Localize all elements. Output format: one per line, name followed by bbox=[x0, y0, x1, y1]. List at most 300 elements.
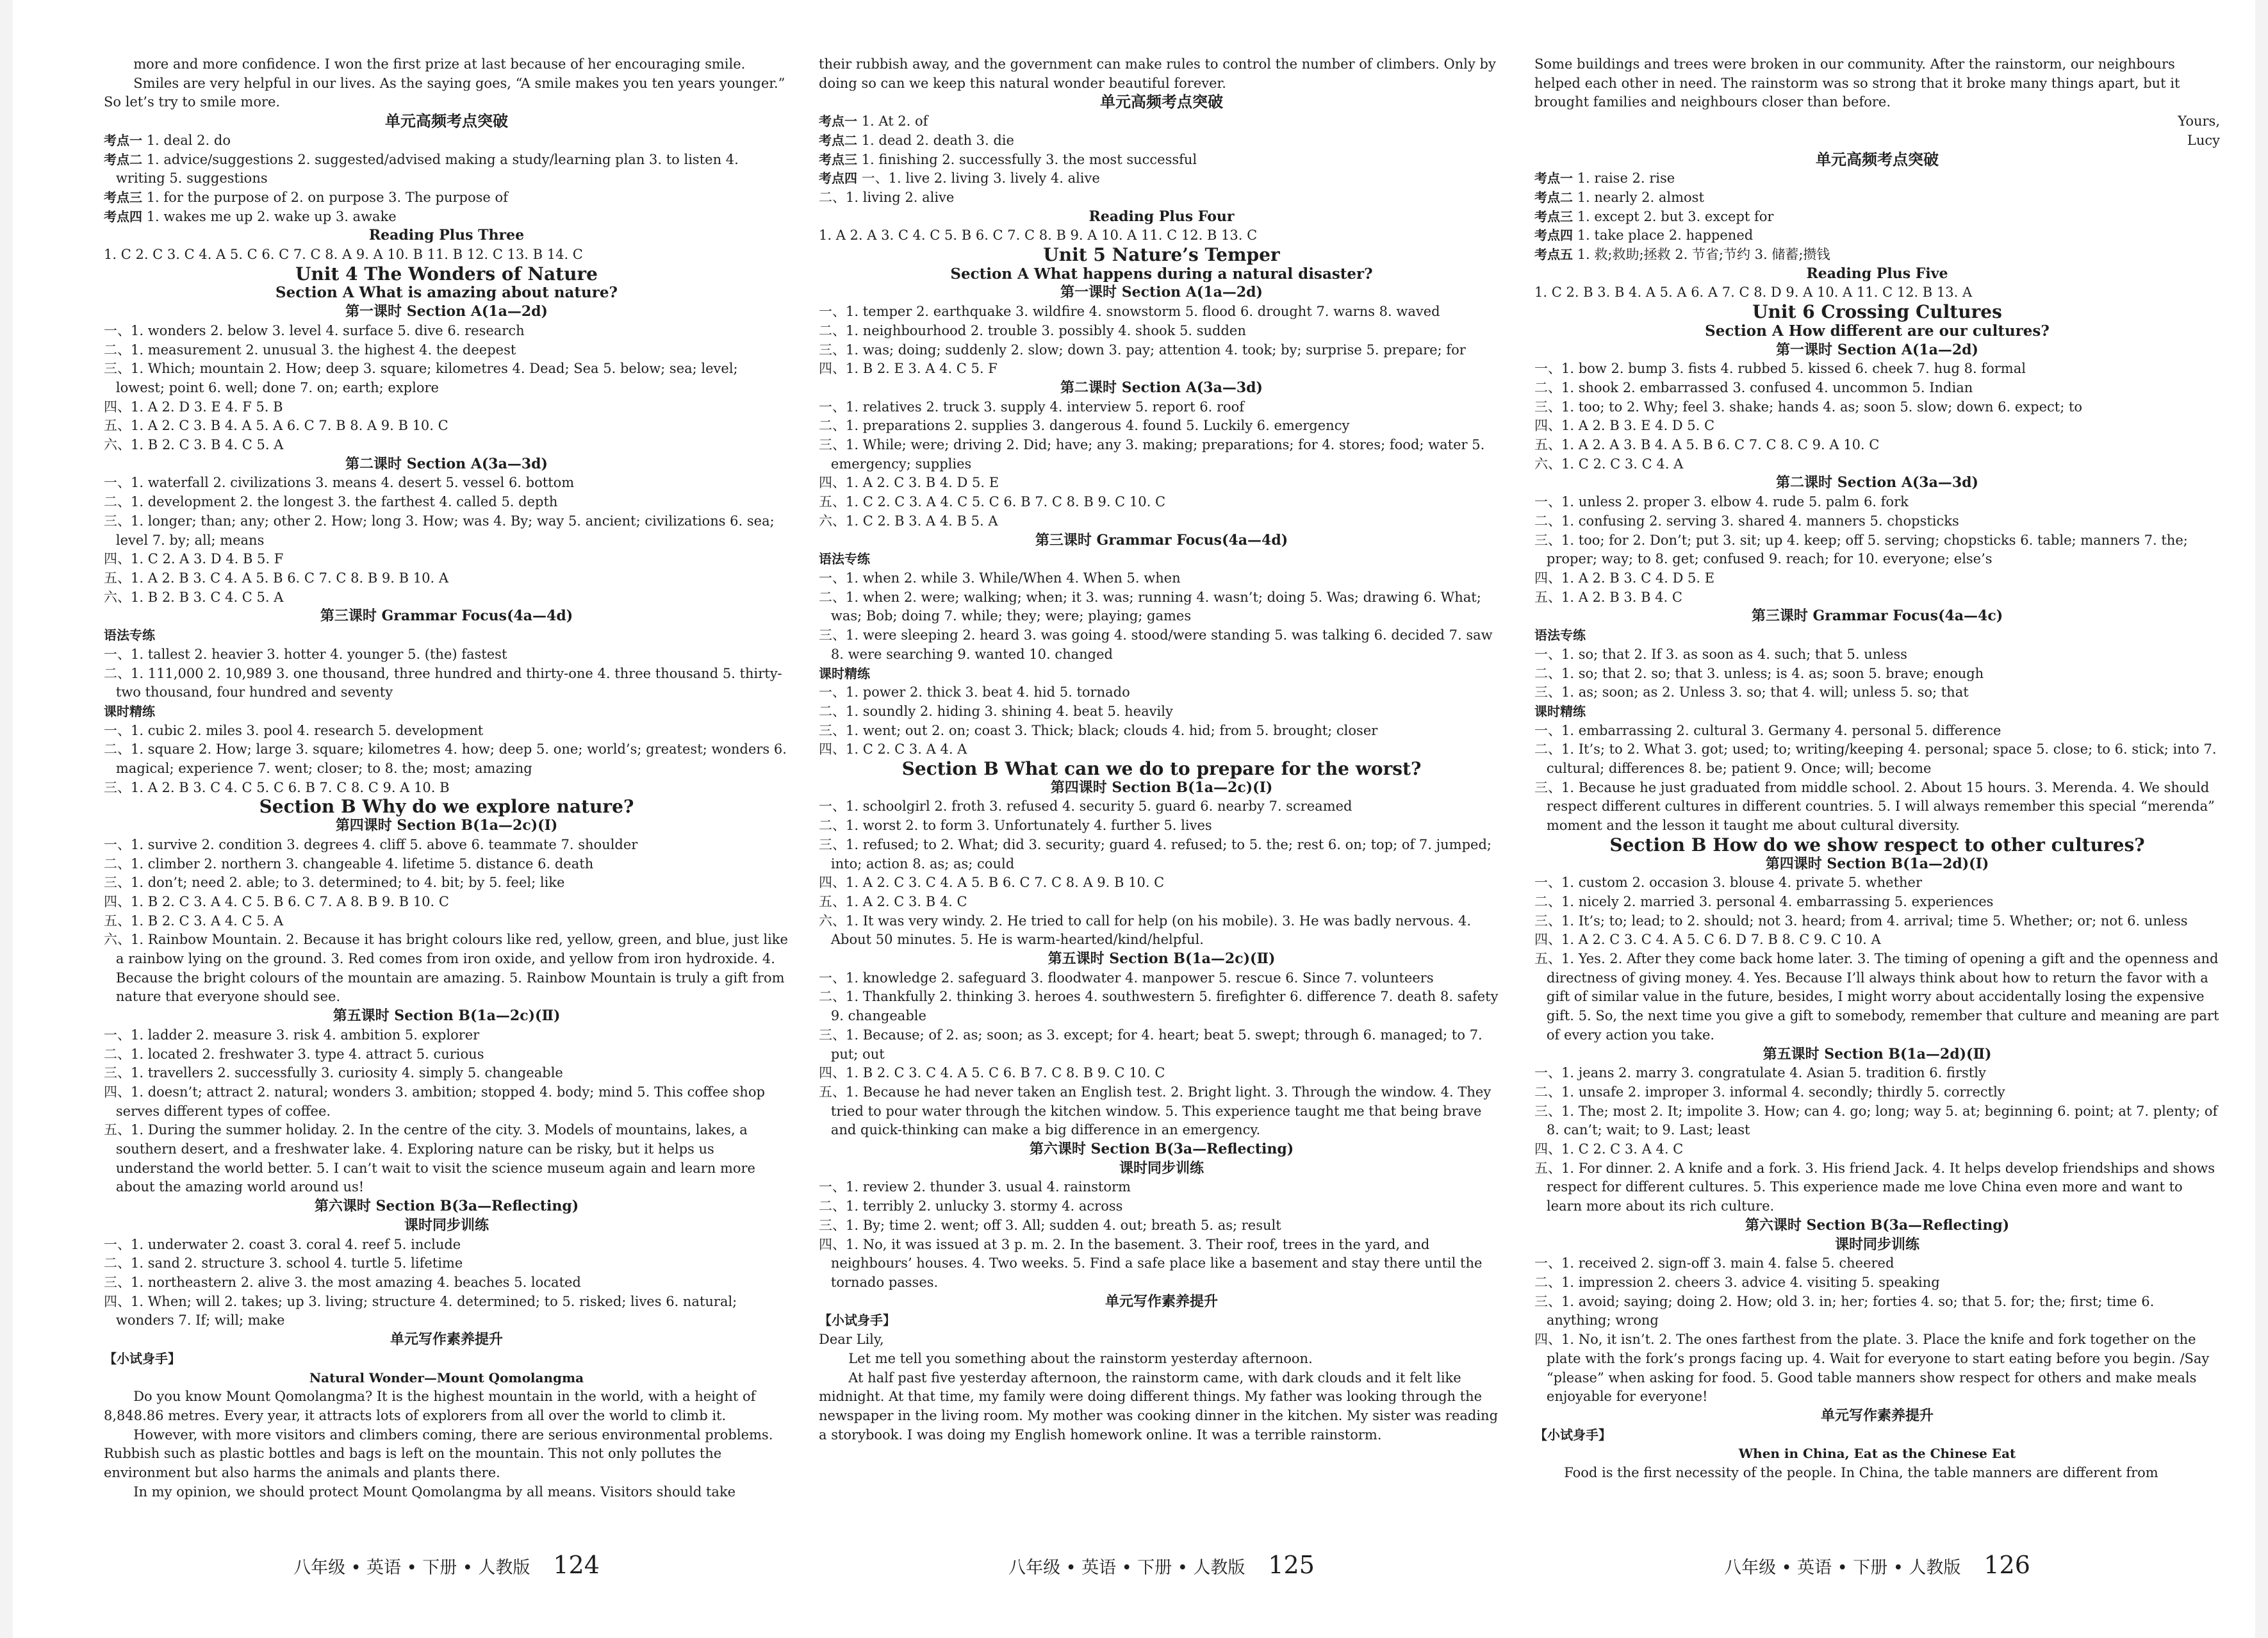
line-text: 1. wakes me up 2. wake up 3. awake bbox=[146, 208, 397, 224]
unit-heading bbox=[1534, 302, 2220, 322]
answer-line bbox=[1534, 683, 2220, 702]
paragraph bbox=[1534, 1464, 2220, 1483]
answer-line bbox=[1534, 1102, 2220, 1140]
line-text: 二、1. preparations 2. supplies 3. dangerous 4. found 5. Luckily 6. emergency bbox=[819, 418, 1350, 434]
line-text: 【小试身手】 bbox=[1534, 1427, 1611, 1443]
page-number: 124 bbox=[553, 1551, 600, 1579]
line-text: 四、1. No, it isn’t. 2. The ones farthest from the plate. 3. Place the knife and fork together on the plate with the fork’s prongs facing up. 4. Wait for everyone to start eating before you begin. /Say “please” when asking for food. 5. Good table manners show respect for others and make meals enjoyable for everyone! bbox=[1534, 1332, 2210, 1405]
line-text: 四、1. When; will 2. takes; up 3. living; structure 4. determined; to 5. risked; lives 6. natural; wonders 7. If; will; make bbox=[104, 1293, 737, 1328]
point-label: 考点二 bbox=[1534, 189, 1573, 205]
line-text: 五、1. A 2. C 3. B 4. C bbox=[819, 893, 967, 909]
essay-title bbox=[1534, 1444, 2220, 1464]
line-text: 三、1. northeastern 2. alive 3. the most amazing 4. beaches 5. located bbox=[104, 1275, 581, 1290]
answer-column-3 bbox=[1534, 55, 2220, 1548]
answer-line bbox=[1534, 1064, 2220, 1083]
line-text: Section B How do we show respect to other cultures? bbox=[1609, 834, 2145, 856]
answer-line bbox=[1534, 417, 2220, 436]
line-text: 第一课时 Section A(1a—2d) bbox=[1776, 341, 1978, 358]
line-text: 1. take place 2. happened bbox=[1577, 228, 1754, 244]
answer-line bbox=[104, 436, 789, 455]
line-text: 第一课时 Section A(1a—2d) bbox=[1060, 284, 1263, 301]
line-text: 课时精练 bbox=[104, 703, 155, 719]
page-number: 125 bbox=[1268, 1551, 1315, 1579]
line-text: 四、1. No, it was issued at 3 p. m. 2. In the basement. 3. Their roof, trees in the yard, and neighbours’ houses. 4. Two weeks. 5. Find a safe place like a basement and stay there until the tornado passes. bbox=[819, 1236, 1483, 1290]
lesson-heading bbox=[819, 531, 1504, 550]
answer-line bbox=[104, 836, 789, 855]
answer-line bbox=[819, 626, 1504, 664]
line-text: 三、1. By; time 2. went; off 3. All; sudden 4. out; breath 5. as; result bbox=[819, 1217, 1281, 1233]
line-text: 五、1. A 2. B 3. B 4. C bbox=[1534, 589, 1682, 605]
section-heading bbox=[1534, 151, 2220, 170]
lesson-heading bbox=[1534, 1236, 2220, 1255]
answer-line bbox=[104, 1236, 789, 1255]
line-text: 三、1. It’s; to; lead; to 2. should; not 3. heard; from 4. arrival; time 5. Whether; or; not 6. unless bbox=[1534, 913, 2188, 929]
line-text: 五、1. Yes. 2. After they come back home later. 3. The timing of opening a gift and the openness and directness of giving money. 4. Yes. Because I’ll always think about how to return the favor with a gift of similar value in the future, besides, I might worry about accidentally losing the expensive gift. 5. So, the next time you give a gift to somebody, remember that culture and meaning are part of every action you take. bbox=[1534, 951, 2219, 1043]
text-line bbox=[819, 1330, 1504, 1350]
line-text: 单元高频考点突破 bbox=[1100, 93, 1223, 112]
answer-line bbox=[819, 417, 1504, 436]
line-text: 1. At 2. of bbox=[861, 113, 928, 129]
answer-line bbox=[819, 1064, 1504, 1083]
answer-line bbox=[1534, 436, 2220, 455]
answer-line bbox=[1534, 931, 2220, 950]
line-text: 四、1. doesn’t; attract 2. natural; wonders 3. ambition; stopped 4. body; mind 5. This coffee shop serves different types of coffee. bbox=[104, 1084, 765, 1119]
answer-line bbox=[819, 912, 1504, 950]
answer-line bbox=[1534, 1140, 2220, 1159]
lesson-heading bbox=[819, 379, 1504, 398]
answer-line bbox=[104, 569, 789, 588]
line-text: 四、1. A 2. B 3. E 4. D 5. C bbox=[1534, 418, 1715, 434]
line-text: 【小试身手】 bbox=[104, 1350, 181, 1366]
point-label: 考点一 bbox=[1534, 170, 1573, 186]
line-text: Section A How different are our cultures? bbox=[1705, 322, 2050, 340]
lesson-heading bbox=[1534, 1045, 2220, 1064]
line-text: 第五课时 Section B(1a—2c)(Ⅱ) bbox=[333, 1007, 561, 1025]
point-label: 考点四 bbox=[819, 170, 857, 186]
line-text: 六、1. It was very windy. 2. He tried to call for help (on his mobile). 3. He was badly nervous. 4. About 50 minutes. 5. He is warm-hearted/kind/helpful. bbox=[819, 913, 1472, 948]
lesson-heading bbox=[1534, 855, 2220, 874]
page-footer-126 bbox=[1534, 1551, 2220, 1589]
line-text: 课时精练 bbox=[1534, 703, 1586, 719]
line-text: 五、1. Because he had never taken an English test. 2. Bright light. 3. Through the window. 4. They tried to pour water through the kitchen window. 5. This experience taught me that being brave and quick-thinking can make a big difference in an emergency. bbox=[819, 1084, 1491, 1138]
line-text: 一、1. review 2. thunder 3. usual 4. rainstorm bbox=[819, 1179, 1131, 1195]
line-text: Some buildings and trees were broken in our community. After the rainstorm, our neighbours helped each other in need. The rainstorm was so strong that it broke many things apart, but it brought families and neighbours closer than before. bbox=[1534, 56, 2180, 110]
line-text: 1. except 2. but 3. except for bbox=[1577, 208, 1774, 224]
line-text: 单元高频考点突破 bbox=[1816, 150, 1939, 169]
answer-line bbox=[1534, 1254, 2220, 1273]
answer-line bbox=[819, 188, 1504, 208]
line-text: 四、1. A 2. C 3. C 4. A 5. B 6. C 7. C 8. A 9. B 10. C bbox=[819, 875, 1165, 891]
line-text: Let me tell you something about the rainstorm yesterday afternoon. bbox=[848, 1350, 1313, 1366]
line-text: In my opinion, we should protect Mount Qomolangma by all means. Visitors should take bbox=[133, 1484, 736, 1500]
lesson-heading bbox=[1534, 1407, 2220, 1426]
line-text: 三、1. Because; of 2. as; soon; as 3. except; for 4. heart; beat 5. swept; through 6. managed; to 7. put; out bbox=[819, 1027, 1483, 1062]
line-text: 六、1. B 2. B 3. C 4. C 5. A bbox=[104, 589, 284, 605]
line-text: 语法专练 bbox=[819, 551, 870, 567]
text-line bbox=[1534, 55, 2220, 112]
line-text: 二、1. measurement 2. unusual 3. the highest 4. the deepest bbox=[104, 342, 516, 358]
lesson-heading bbox=[1534, 1216, 2220, 1236]
line-text: 第四课时 Section B(1a—2d)(Ⅰ) bbox=[1765, 855, 1989, 872]
answer-line bbox=[819, 341, 1504, 360]
section-heading bbox=[819, 93, 1504, 112]
line-text: 一、1. received 2. sign-off 3. main 4. false 5. cheered bbox=[1534, 1255, 1894, 1271]
answer-line bbox=[104, 1064, 789, 1083]
point-label: 考点五 bbox=[1534, 247, 1573, 263]
line-text: 1. raise 2. rise bbox=[1577, 170, 1675, 186]
line-text: 单元写作素养提升 bbox=[1820, 1407, 1934, 1424]
line-text: 二、1. unsafe 2. improper 3. informal 4. secondly; thirdly 5. correctly bbox=[1534, 1084, 2005, 1100]
lesson-heading bbox=[104, 1330, 789, 1350]
essay-title bbox=[104, 1369, 789, 1388]
line-text: 二、1. Thankfully 2. thinking 3. heroes 4. southwestern 5. firefighter 6. difference 7. death 8. safety 9. changeable bbox=[819, 989, 1499, 1024]
unit-heading bbox=[1534, 836, 2220, 855]
answer-line bbox=[1534, 1273, 2220, 1293]
text-line bbox=[819, 226, 1504, 245]
line-text: 五、1. During the summer holiday. 2. In the centre of the city. 3. Models of mountains, lakes, a southern desert, and a freshwater lake. 4. Exploring nature can be risky, but it helps us understand the world better. 5. I can’t wait to visit the science museum again and learn more about the amazing world around us! bbox=[104, 1122, 755, 1195]
answer-line bbox=[819, 683, 1504, 702]
line-text: 一、1. tallest 2. heavier 3. hotter 4. younger 5. (the) fastest bbox=[104, 646, 507, 662]
answer-line bbox=[1534, 169, 2220, 188]
line-text: Section B What can we do to prepare for the worst? bbox=[901, 758, 1422, 780]
answer-line bbox=[819, 893, 1504, 912]
answer-line bbox=[104, 1254, 789, 1273]
signature-line bbox=[1534, 131, 2220, 151]
line-text: 一、1. temper 2. earthquake 3. wildfire 4. snowstorm 5. flood 6. drought 7. warns 8. waved bbox=[819, 304, 1440, 320]
answer-line bbox=[104, 208, 789, 227]
line-text: 二、1. neighbourhood 2. trouble 3. possibly 4. shook 5. sudden bbox=[819, 322, 1246, 338]
answer-line bbox=[819, 816, 1504, 836]
line-text: 一、1. embarrassing 2. cultural 3. Germany 4. personal 5. difference bbox=[1534, 722, 2001, 738]
answer-line bbox=[104, 341, 789, 360]
line-text: Section A What happens during a natural disaster? bbox=[950, 265, 1373, 283]
line-text: 第五课时 Section B(1a—2d)(Ⅱ) bbox=[1763, 1045, 1992, 1063]
line-text: 三、1. While; were; driving 2. Did; have; any 3. making; preparations; for 4. stores; food; water 5. emergency; supplies bbox=[819, 437, 1485, 472]
answer-line bbox=[819, 873, 1504, 893]
answer-column-1 bbox=[104, 55, 789, 1548]
answer-line bbox=[819, 569, 1504, 588]
line-text: Food is the first necessity of the people. In China, the table manners are different from bbox=[1564, 1465, 2158, 1481]
line-text: 第二课时 Section A(3a—3d) bbox=[1776, 474, 1978, 492]
line-text: Smiles are very helpful in our lives. As the saying goes, “A smile makes you ten years younger.” So let’s try to smile more. bbox=[104, 75, 785, 110]
answer-line bbox=[819, 1197, 1504, 1216]
answer-line bbox=[1534, 873, 2220, 893]
answer-line bbox=[1534, 588, 2220, 608]
line-text: 二、1. square 2. How; large 3. square; kilometres 4. how; deep 5. one; world’s; greatest; wonders 6. magical; experience 7. went; closer; to 8. the; most; amazing bbox=[104, 741, 787, 777]
line-text: Unit 6 Crossing Cultures bbox=[1752, 301, 2002, 323]
line-text: 一、1. schoolgirl 2. froth 3. refused 4. security 5. guard 6. nearby 7. screamed bbox=[819, 798, 1352, 815]
answer-line bbox=[104, 131, 789, 151]
line-text: 第二课时 Section A(3a—3d) bbox=[345, 455, 548, 472]
answer-line bbox=[819, 474, 1504, 493]
answer-line bbox=[1534, 779, 2220, 836]
line-text: 单元高频考点突破 bbox=[385, 112, 508, 131]
lesson-heading bbox=[1534, 607, 2220, 626]
answer-line bbox=[104, 1083, 789, 1121]
line-text: 课时精练 bbox=[819, 665, 870, 681]
answer-line bbox=[104, 360, 789, 397]
lesson-heading bbox=[104, 1216, 789, 1236]
lesson-heading bbox=[819, 283, 1504, 302]
answer-line bbox=[819, 1178, 1504, 1197]
line-text: 三、1. A 2. B 3. C 4. C 5. C 6. B 7. C 8. C 9. A 10. B bbox=[104, 779, 450, 795]
paragraph bbox=[819, 1369, 1504, 1445]
footer-label: 八年级 • 英语 • 下册 • 人教版 bbox=[293, 1558, 530, 1578]
line-text: 三、1. refused; to 2. What; did 3. security; guard 4. refused; to 5. the; rest 6. on; top; of 7. jumped; into; action 8. as; as; could bbox=[819, 836, 1491, 872]
lesson-heading bbox=[819, 1140, 1504, 1159]
answer-line bbox=[104, 512, 789, 550]
line-text: 语法专练 bbox=[104, 627, 155, 643]
lesson-heading bbox=[104, 607, 789, 626]
page-footer-124 bbox=[104, 1551, 789, 1589]
line-text: 二、1. impression 2. cheers 3. advice 4. visiting 5. speaking bbox=[1534, 1275, 1940, 1290]
answer-line bbox=[1534, 1159, 2220, 1216]
answer-line bbox=[819, 836, 1504, 873]
line-text: Unit 5 Nature’s Temper bbox=[1043, 244, 1280, 266]
line-text: 五、1. C 2. C 3. A 4. C 5. C 6. B 7. C 8. B 9. C 10. C bbox=[819, 494, 1166, 510]
line-text: 三、1. went; out 2. on; coast 3. Thick; black; clouds 4. hid; from 5. brought; closer bbox=[819, 722, 1378, 738]
lesson-heading bbox=[819, 1159, 1504, 1179]
line-text: 六、1. B 2. C 3. B 4. C 5. A bbox=[104, 437, 284, 453]
answer-line bbox=[104, 1293, 789, 1330]
answer-line bbox=[1534, 912, 2220, 931]
answer-line bbox=[819, 131, 1504, 151]
line-text: 二、1. confusing 2. serving 3. shared 4. manners 5. chopsticks bbox=[1534, 513, 1959, 529]
line-text: 三、1. too; to 2. Why; feel 3. shake; hands 4. as; soon 5. slow; down 6. expect; to bbox=[1534, 399, 2083, 415]
answer-line bbox=[104, 779, 789, 798]
unit-heading bbox=[104, 797, 789, 816]
lesson-heading bbox=[104, 226, 789, 245]
section-heading bbox=[104, 112, 789, 131]
line-text: 四、1. A 2. C 3. B 4. D 5. E bbox=[819, 475, 999, 491]
line-text: 三、1. avoid; saying; doing 2. How; old 3. in; her; forties 4. so; that 5. for; the; first; time 6. anything; wrong bbox=[1534, 1293, 2155, 1328]
line-text: 四、1. A 2. C 3. C 4. A 5. C 6. D 7. B 8. C 9. C 10. A bbox=[1534, 932, 1881, 948]
line-text: Lucy bbox=[2187, 132, 2220, 148]
answer-line bbox=[104, 188, 789, 208]
answer-line bbox=[1534, 569, 2220, 588]
line-text: 1. for the purpose of 2. on purpose 3. The purpose of bbox=[146, 189, 508, 205]
line-text: 二、1. sand 2. structure 3. school 4. turtle 5. lifetime bbox=[104, 1255, 463, 1271]
line-text: 一、1. power 2. thick 3. beat 4. hid 5. tornado bbox=[819, 684, 1130, 700]
line-text: 三、1. was; doing; suddenly 2. slow; down 3. pay; attention 4. took; by; surprise 5. prepare; for bbox=[819, 342, 1466, 358]
answer-line bbox=[1534, 188, 2220, 208]
footer-label: 八年级 • 英语 • 下册 • 人教版 bbox=[1724, 1558, 1961, 1578]
line-text: 一、1. survive 2. condition 3. degrees 4. cliff 5. above 6. teammate 7. shoulder bbox=[104, 836, 638, 852]
answer-line bbox=[819, 1216, 1504, 1236]
line-text: Yours, bbox=[2178, 113, 2220, 129]
answer-line bbox=[819, 512, 1504, 531]
answer-line bbox=[104, 1273, 789, 1293]
point-label: 考点三 bbox=[1534, 208, 1573, 224]
label-line bbox=[1534, 626, 2220, 645]
line-text: 二、1. terribly 2. unlucky 3. stormy 4. across bbox=[819, 1198, 1123, 1214]
line-text: 一、1. waterfall 2. civilizations 3. means 4. desert 5. vessel 6. bottom bbox=[104, 475, 575, 491]
answer-line bbox=[819, 398, 1504, 417]
line-text: 六、1. Rainbow Mountain. 2. Because it has bright colours like red, yellow, green, and blue, just like a rainbow lying on the ground. 3. Red comes from iron oxide, and yellow from iron hydroxide. 4. Because the bright colours of the mountain are amazing. 5. Rainbow Mountain is truly a gift from nature that everyone should see. bbox=[104, 932, 788, 1005]
answer-line bbox=[104, 931, 789, 1007]
line-text: 第六课时 Section B(3a—Reflecting) bbox=[1029, 1141, 1294, 1158]
lesson-heading bbox=[104, 302, 789, 322]
answer-line bbox=[1534, 645, 2220, 665]
answer-line bbox=[819, 112, 1504, 131]
answer-line bbox=[104, 322, 789, 341]
answer-line bbox=[104, 645, 789, 665]
line-text: 第四课时 Section B(1a—2c)(Ⅰ) bbox=[335, 817, 558, 834]
point-label: 考点四 bbox=[104, 208, 142, 224]
line-text: 第三课时 Grammar Focus(4a—4d) bbox=[320, 608, 573, 625]
line-text: 五、1. A 2. B 3. C 4. A 5. B 6. C 7. C 8. B 9. B 10. A bbox=[104, 570, 448, 586]
line-text: Do you know Mount Qomolangma? It is the highest mountain in the world, with a height of 8,848.86 metres. Every year, it attracts lots of explorers from all over the world to climb it. bbox=[104, 1389, 756, 1423]
line-text: 三、1. travellers 2. successfully 3. curiosity 4. simply 5. changeable bbox=[104, 1065, 563, 1081]
line-text: 六、1. C 2. B 3. A 4. B 5. A bbox=[819, 513, 998, 529]
line-text: 第六课时 Section B(3a—Reflecting) bbox=[314, 1198, 579, 1215]
line-text: Natural Wonder—Mount Qomolangma bbox=[309, 1369, 584, 1386]
point-label: 考点二 bbox=[819, 132, 857, 148]
answer-line bbox=[1534, 531, 2220, 569]
answer-line bbox=[819, 493, 1504, 512]
answer-line bbox=[819, 1083, 1504, 1140]
line-text: 第三课时 Grammar Focus(4a—4d) bbox=[1035, 531, 1288, 549]
page-edge-right bbox=[2255, 0, 2268, 1638]
answer-line bbox=[1534, 398, 2220, 417]
line-text: 二、1. living 2. alive bbox=[819, 189, 955, 205]
line-text: 二、1. so; that 2. so; that 3. unless; is 4. as; soon 5. brave; enough bbox=[1534, 665, 1984, 681]
answer-line bbox=[1534, 208, 2220, 227]
label-line bbox=[819, 665, 1504, 684]
line-text: 第六课时 Section B(3a—Reflecting) bbox=[1745, 1216, 2010, 1234]
answer-line bbox=[819, 322, 1504, 341]
lesson-heading bbox=[819, 779, 1504, 798]
line-text: 四、1. A 2. D 3. E 4. F 5. B bbox=[104, 399, 283, 415]
section-subheading bbox=[1534, 322, 2220, 341]
answer-line bbox=[104, 912, 789, 931]
answer-line bbox=[1534, 1330, 2220, 1407]
line-text: 一、1. jeans 2. marry 3. congratulate 4. Asian 5. tradition 6. firstly bbox=[1534, 1065, 1986, 1081]
line-text: 1. C 2. B 3. B 4. A 5. A 6. A 7. C 8. D 9. A 10. A 11. C 12. B 13. A bbox=[1534, 285, 1973, 301]
answer-line bbox=[819, 588, 1504, 626]
point-label: 考点四 bbox=[1534, 228, 1573, 244]
lesson-heading bbox=[104, 455, 789, 474]
answer-line bbox=[104, 398, 789, 417]
answer-line bbox=[104, 1026, 789, 1045]
line-text: 第四课时 Section B(1a—2c)(Ⅰ) bbox=[1050, 779, 1273, 796]
line-text: 语法专练 bbox=[1534, 627, 1586, 643]
line-text: 三、1. Because he just graduated from middle school. 2. About 15 hours. 3. Merenda. 4. We should respect different cultures in different countries. 5. I will always remember this special “merenda” moment and the lesson it taught me about cultural diversity. bbox=[1534, 779, 2215, 834]
paragraph bbox=[819, 1350, 1504, 1369]
text-line bbox=[819, 55, 1504, 93]
answer-line bbox=[819, 988, 1504, 1025]
answer-line bbox=[104, 588, 789, 608]
line-text: When in China, Eat as the Chinese Eat bbox=[1738, 1446, 2016, 1462]
lesson-heading bbox=[1534, 474, 2220, 493]
line-text: 课时同步训练 bbox=[1834, 1236, 1919, 1253]
line-text: Unit 4 The Wonders of Nature bbox=[295, 263, 598, 285]
line-text: Reading Plus Four bbox=[1089, 208, 1235, 225]
answer-line bbox=[1534, 493, 2220, 512]
line-text: 三、1. The; most 2. It; impolite 3. How; can 4. go; long; way 5. at; beginning 6. point; at 7. plenty; of 8. can’t; wait; to 9. Last; least bbox=[1534, 1103, 2218, 1138]
line-text: 一、1. unless 2. proper 3. elbow 4. rude 5. palm 6. fork bbox=[1534, 494, 1909, 510]
answer-line bbox=[1534, 950, 2220, 1045]
answer-line bbox=[1534, 1083, 2220, 1102]
section-subheading bbox=[104, 283, 789, 302]
point-label: 考点三 bbox=[104, 189, 142, 205]
answer-column-2 bbox=[819, 55, 1504, 1548]
answer-line bbox=[819, 969, 1504, 988]
answer-line bbox=[104, 665, 789, 702]
point-label: 考点三 bbox=[819, 151, 857, 167]
line-text: 二、1. when 2. were; walking; when; it 3. was; running 4. wasn’t; doing 5. Was; drawing 6. What; was; Bob; doing 7. while; they; were; playing; games bbox=[819, 589, 1481, 624]
line-text: However, with more visitors and climbers coming, there are serious environmental problems. Rubbish such as plastic bottles and bags is left on the mountain. This not only pollutes the environment but also harms the animals and plants there. bbox=[104, 1427, 773, 1481]
line-text: 单元写作素养提升 bbox=[1105, 1293, 1218, 1310]
answer-line bbox=[104, 550, 789, 569]
line-text: 二、1. It’s; to 2. What 3. got; used; to; writing/keeping 4. personal; space 5. close; to 6. stick; into 7. cultural; differences 8. be; patient 9. Once; will; become bbox=[1534, 741, 2217, 777]
line-text: 一、1. cubic 2. miles 3. pool 4. research 5. development bbox=[104, 722, 484, 738]
line-text: 【小试身手】 bbox=[819, 1312, 896, 1328]
answer-line bbox=[1534, 245, 2220, 265]
answer-line bbox=[104, 893, 789, 912]
answer-line bbox=[819, 302, 1504, 322]
unit-heading bbox=[104, 265, 789, 284]
page-edge-left bbox=[0, 0, 13, 1638]
answer-line bbox=[1534, 1293, 2220, 1330]
line-text: Section A What is amazing about nature? bbox=[275, 284, 618, 302]
line-text: 一、1. when 2. while 3. While/When 4. When 5. when bbox=[819, 570, 1181, 586]
answer-line bbox=[1534, 893, 2220, 912]
line-text: 1. C 2. C 3. C 4. A 5. C 6. C 7. C 8. A 9. A 10. B 11. B 12. C 13. B 14. C bbox=[104, 247, 583, 263]
signature-line bbox=[1534, 112, 2220, 131]
answer-line bbox=[819, 797, 1504, 816]
line-text: 二、1. located 2. freshwater 3. type 4. attract 5. curious bbox=[104, 1046, 484, 1062]
answer-line bbox=[1534, 379, 2220, 398]
line-text: 二、1. soundly 2. hiding 3. shining 4. beat 5. heavily bbox=[819, 703, 1173, 719]
paragraph bbox=[104, 74, 789, 112]
line-text: 四、1. B 2. C 3. C 4. A 5. C 6. B 7. C 8. B 9. C 10. C bbox=[819, 1065, 1165, 1081]
unit-heading bbox=[819, 245, 1504, 265]
label-line bbox=[1534, 1426, 2220, 1445]
section-subheading bbox=[819, 265, 1504, 284]
page-footer-125 bbox=[819, 1551, 1504, 1589]
line-text: Reading Plus Three bbox=[368, 227, 525, 244]
line-text: 三、1. longer; than; any; other 2. How; long 3. How; was 4. By; way 5. ancient; civilizations 6. sea; level 7. by; all; means bbox=[104, 513, 775, 548]
line-text: 二、1. shook 2. embarrassed 3. confused 4. uncommon 5. Indian bbox=[1534, 379, 1973, 395]
answer-line bbox=[104, 855, 789, 874]
line-text: Reading Plus Five bbox=[1806, 265, 1948, 282]
answer-line bbox=[819, 722, 1504, 741]
line-text: 第一课时 Section A(1a—2d) bbox=[345, 303, 548, 320]
answer-line bbox=[1534, 455, 2220, 474]
line-text: 一、1. knowledge 2. safeguard 3. floodwater 4. manpower 5. rescue 6. Since 7. volunteers bbox=[819, 970, 1434, 986]
line-text: 五、1. For dinner. 2. A knife and a fork. 3. His friend Jack. 4. It helps develop friendships and shows respect for different cultures. 5. This experience made me love China even more and want to learn more about its rich culture. bbox=[1534, 1160, 2215, 1214]
footer-label: 八年级 • 英语 • 下册 • 人教版 bbox=[1008, 1558, 1245, 1578]
line-text: 三、1. don’t; need 2. able; to 3. determined; to 4. bit; by 5. feel; like bbox=[104, 875, 565, 891]
answer-line bbox=[104, 474, 789, 493]
answer-line bbox=[819, 360, 1504, 379]
point-label: 考点一 bbox=[104, 132, 142, 148]
line-text: 1. deal 2. do bbox=[146, 132, 231, 148]
line-text: 一、1. underwater 2. coast 3. coral 4. reef 5. include bbox=[104, 1236, 461, 1252]
line-text: 一、1. live 2. living 3. lively 4. alive bbox=[861, 170, 1100, 186]
line-text: 五、1. A 2. A 3. B 4. A 5. B 6. C 7. C 8. C 9. A 10. C bbox=[1534, 437, 1880, 453]
answer-line bbox=[1534, 226, 2220, 245]
line-text: Dear Lily, bbox=[819, 1332, 884, 1348]
line-text: 1. finishing 2. successfully 3. the most successful bbox=[861, 151, 1197, 167]
line-text: 1. advice/suggestions 2. suggested/advised making a study/learning plan 3. to listen 4. writing 5. suggestions bbox=[115, 151, 739, 186]
answer-line bbox=[104, 1121, 789, 1197]
line-text: 一、1. wonders 2. below 3. level 4. surface 5. dive 6. research bbox=[104, 322, 525, 338]
point-label: 考点二 bbox=[104, 151, 142, 167]
line-text: 单元写作素养提升 bbox=[390, 1331, 503, 1348]
line-text: 三、1. were sleeping 2. heard 3. was going 4. stood/were standing 5. was talking 6. decided 7. saw 8. were searching 9. wanted 10. changed bbox=[819, 627, 1493, 662]
